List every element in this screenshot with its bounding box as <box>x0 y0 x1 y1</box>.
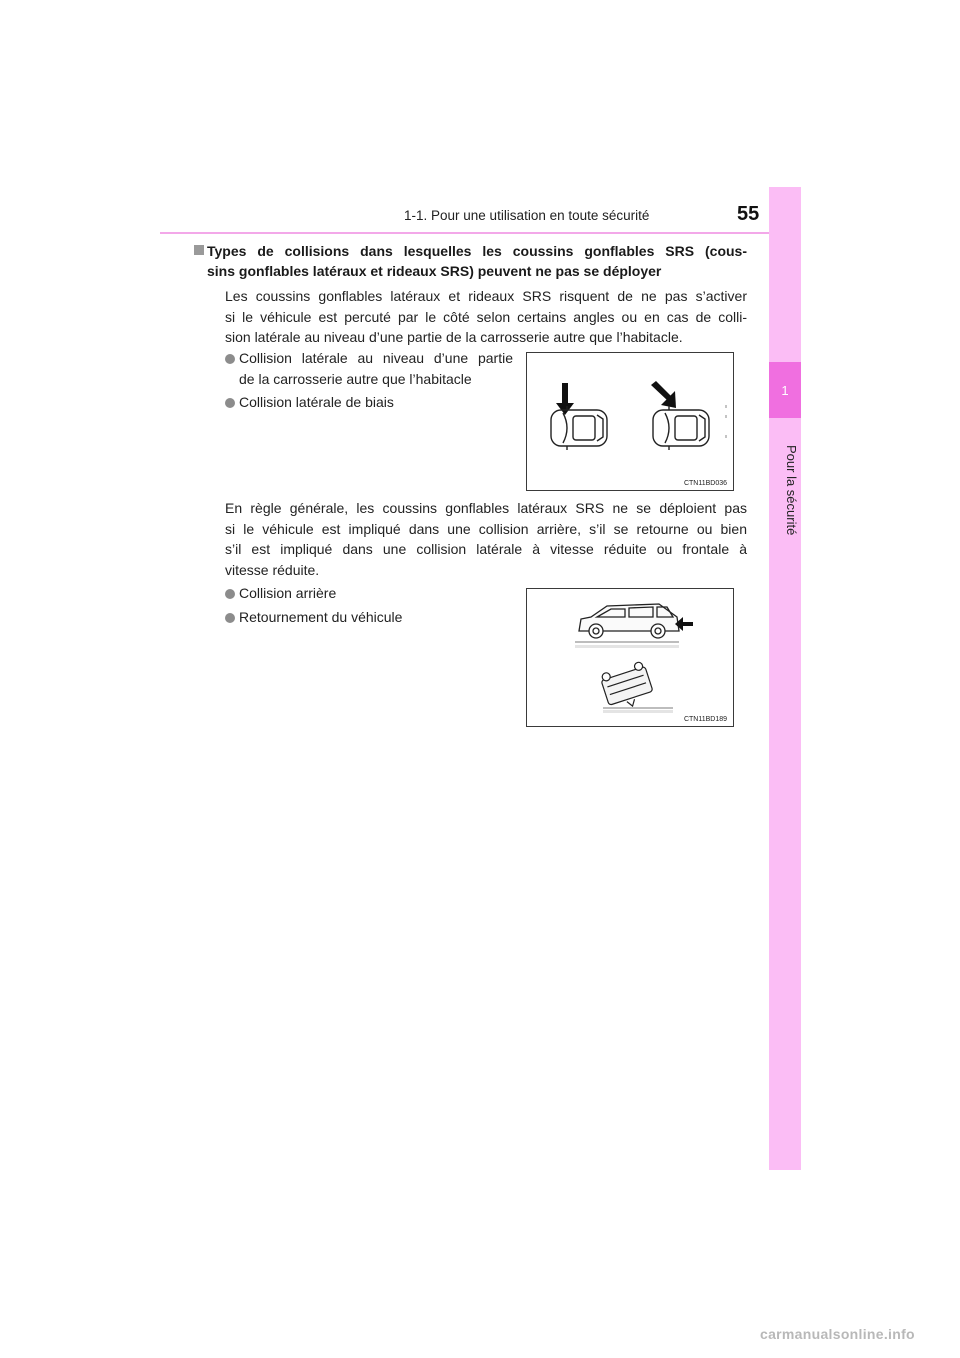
section-heading-line-2: sins gonflables latéraux et rideaux SRS) peuvent ne pas se déployer <box>207 263 662 279</box>
running-header-title: 1-1. Pour une utilisation en toute sécurité <box>404 208 650 223</box>
rule-line-1: En règle générale, les coussins gonflables latéraux SRS ne se déploient pas <box>225 500 747 516</box>
bullet-1a-line-2: de la carrosserie autre que l’habitacle <box>239 370 472 387</box>
watermark: carmanualsonline.info <box>760 1326 915 1342</box>
intro-paragraph <box>225 286 747 348</box>
figure-side-collision <box>526 352 734 491</box>
section-heading-line-1: Types de collisions dans lesquelles les coussins gonflables SRS (cous- <box>207 243 747 259</box>
rule-line-3: s’il est impliqué dans une collision latérale à vitesse réduite ou frontale à <box>225 541 747 557</box>
chapter-number: 1 <box>781 382 789 398</box>
bullet-1b-text: Collision latérale de biais <box>239 394 394 410</box>
bullet-icon <box>225 354 235 364</box>
figure-code: CTN11BD189 <box>683 716 727 723</box>
section-heading <box>207 241 747 281</box>
list-item <box>225 583 336 604</box>
suv-side-view-icon <box>579 604 679 638</box>
side-collision-illustration <box>527 353 733 490</box>
page-number: 55 <box>737 203 760 225</box>
bullet-icon <box>225 398 235 408</box>
bullet-2b-text: Retournement du véhicule <box>239 609 403 625</box>
car-top-view-icon <box>551 406 607 450</box>
bullet-2a-text: Collision arrière <box>239 585 337 601</box>
rear-rollover-illustration <box>527 589 733 726</box>
bullet-1a-line-1: Collision latérale au niveau d’une partie <box>239 350 513 366</box>
figure-rear-rollover <box>526 588 734 727</box>
intro-line-2: si le véhicule est percuté par le côté selon certains angles ou en cas de colli- <box>225 308 747 325</box>
list-item <box>225 607 402 628</box>
list-item <box>225 348 513 389</box>
header-divider <box>160 232 800 234</box>
bullet-icon <box>225 613 235 623</box>
intro-line-3: sion latérale au niveau d’une partie de la carrosserie autre que l’habitacle. <box>225 329 683 345</box>
rule-line-2: si le véhicule est impliqué dans une collision arrière, s’il se retourne ou bien <box>225 520 747 537</box>
intro-line-1: Les coussins gonflables latéraux et rideaux SRS risquent de ne pas s’activer <box>225 288 747 304</box>
chapter-number-tab <box>769 362 801 418</box>
impact-arrow-diagonal-icon <box>651 381 676 408</box>
chapter-label: Pour la sécurité <box>784 444 799 536</box>
list-item <box>225 392 394 413</box>
car-top-view-icon <box>653 406 709 450</box>
general-rule-paragraph <box>225 498 747 580</box>
heading-square-icon <box>194 245 204 255</box>
figure-code: CTN11BD036 <box>683 480 727 487</box>
chapter-side-tab <box>769 187 801 1170</box>
bullet-icon <box>225 589 235 599</box>
rollover-vehicle-icon <box>599 661 655 713</box>
ground-line <box>575 641 679 643</box>
rule-line-4: vitesse réduite. <box>225 561 320 578</box>
